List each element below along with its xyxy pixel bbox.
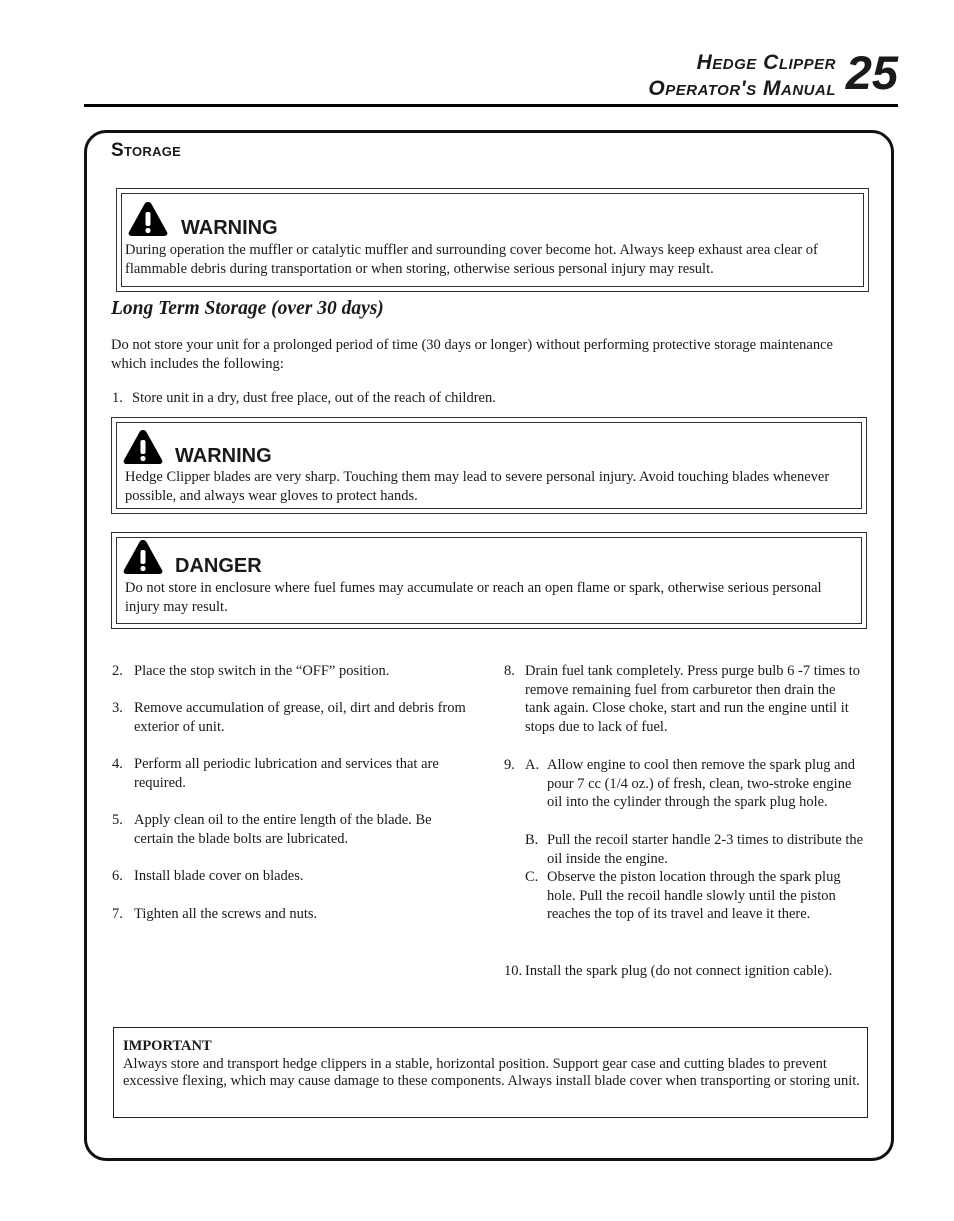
warning-icon (128, 201, 168, 237)
notice-heading-danger: DANGER (175, 555, 262, 577)
substep-letter: B. (525, 832, 539, 848)
step-text: Store unit in a dry, dust free place, out of the reach of children. (132, 390, 496, 406)
warning-icon (123, 429, 163, 465)
step-text: Remove accumulation of grease, oil, dirt and debris from exterior of unit. (134, 700, 466, 735)
substep-text: Allow engine to cool then remove the spark plug and pour 7 cc (1/4 oz.) of fresh, clean, two-stroke engine oil into the cylinder through the spark plug hole. (547, 757, 856, 810)
notice-body-blades: Hedge Clipper blades are very sharp. Touching them may lead to severe personal injury. Avoid touching blades whenever possible, and always wear gloves to protect hands. (125, 469, 830, 504)
step-number: 3. (112, 700, 123, 716)
substep-letter: A. (525, 757, 540, 773)
step-text: Apply clean oil to the entire length of the blade. Be certain the blade bolts are lubricated. (134, 812, 432, 847)
section-title: Storage (111, 140, 182, 161)
step-number: 4. (112, 756, 123, 772)
important-title: IMPORTANT (123, 1038, 212, 1054)
manual-title-line1: Hedge Clipper (696, 51, 836, 74)
substep-letter: C. (525, 869, 539, 885)
danger-icon (123, 539, 163, 575)
step-text: Tighten all the screws and nuts. (134, 906, 318, 922)
notice-heading-warning: WARNING (181, 217, 278, 239)
step-number: 8. (504, 663, 515, 679)
important-body: Always store and transport hedge clippers in a stable, horizontal position. Support gear case and cutting blades to prevent excessive flexing, which may cause damage to these components. Always install blade cover when transporting or storing unit. (123, 1056, 860, 1089)
notice-body-danger: Do not store in enclosure where fuel fumes may accumulate or reach an open flame or spark, otherwise serious personal injury may result. (125, 580, 822, 615)
page-number: 25 (845, 46, 898, 99)
step-text: Perform all periodic lubrication and services that are required. (134, 756, 439, 791)
step-number: 9. (504, 757, 515, 773)
manual-title-line2: Operator's Manual (648, 77, 836, 100)
step-text: Place the stop switch in the “OFF” position. (134, 663, 390, 679)
manual-title (648, 50, 836, 102)
notice-body-exhaust: During operation the muffler or catalytic muffler and surrounding cover become hot. Always keep exhaust area clear of flammable debris during transportation or when storing, otherwise serious personal injury may result. (125, 242, 818, 277)
header-rule (84, 104, 898, 107)
subheading: Long Term Storage (over 30 days) (111, 298, 384, 319)
step-text: Drain fuel tank completely. Press purge bulb 6 -7 times to remove remaining fuel from carburetor then drain the tank again. Close choke, start and run the engine until it stops due to lack of fuel. (525, 663, 861, 735)
step-number: 7. (112, 906, 123, 922)
step-text: Install the spark plug (do not connect ignition cable). (525, 963, 833, 979)
step-number: 10. (504, 963, 523, 979)
intro-paragraph: Do not store your unit for a prolonged period of time (30 days or longer) without performing protective storage maintenance which includes the following: (111, 337, 833, 372)
step-number: 2. (112, 663, 123, 679)
step-number: 5. (112, 812, 123, 828)
step-number: 6. (112, 868, 123, 884)
step-number: 1. (112, 390, 123, 406)
substep-text: Pull the recoil starter handle 2-3 times to distribute the oil inside the engine. (547, 832, 864, 867)
substep-text: Observe the piston location through the spark plug hole. Pull the recoil handle slowly until the piston reaches the top of its travel and leave it there. (547, 869, 841, 922)
step-text: Install blade cover on blades. (134, 868, 304, 884)
notice-heading-warning: WARNING (175, 445, 272, 467)
